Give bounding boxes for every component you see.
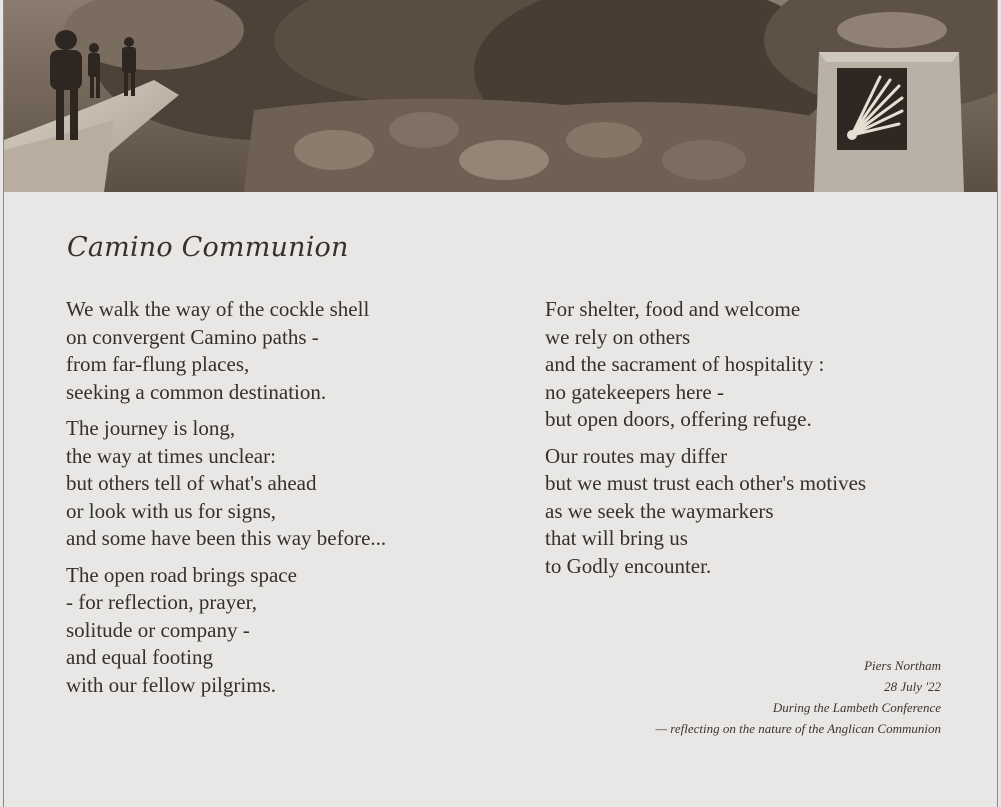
poem-title: Camino Communion: [67, 232, 349, 263]
poem-line: Our routes may differ: [545, 443, 728, 468]
poem-line: and equal footing: [66, 645, 213, 669]
poem-line: seeking a common destination.: [66, 379, 327, 404]
poem-line: the way at times unclear:: [66, 443, 276, 468]
poem-line: or look with us for signs,: [66, 498, 276, 523]
stanza: [66, 562, 486, 700]
poem-note: — reflecting on the nature of the Anglican Communion: [655, 721, 941, 736]
author-name: Piers Northam: [864, 658, 941, 673]
signature-block: [656, 655, 942, 739]
poem-left-column: [66, 296, 486, 708]
poem-line: no gatekeepers here -: [545, 379, 724, 404]
poem-date: 28 July '22: [884, 679, 941, 694]
poem-line: we rely on others: [545, 324, 691, 349]
poem-context: During the Lambeth Conference: [772, 700, 941, 715]
poem-line: to Godly encounter.: [545, 553, 712, 578]
stanza: [545, 443, 965, 581]
stanza: [545, 296, 965, 434]
poem-line: but we must trust each other's motives: [545, 471, 867, 495]
poem-line: from far-flung places,: [66, 352, 250, 376]
poem-line: The journey is long,: [66, 416, 236, 440]
poem-line: with our fellow pilgrims.: [66, 672, 276, 697]
poem-line: and some have been this way before...: [66, 526, 387, 550]
poem-page: [3, 0, 998, 807]
poem-line: For shelter, food and welcome: [545, 297, 801, 321]
poem-right-column: [545, 296, 965, 589]
stanza: [66, 415, 486, 553]
poem-line: solitude or company -: [66, 617, 250, 642]
poem-line: as we seek the waymarkers: [545, 498, 774, 523]
poem-line: but others tell of what's ahead: [66, 471, 317, 495]
stanza: [66, 296, 486, 406]
poem-line: - for reflection, prayer,: [66, 590, 257, 614]
camino-photo-banner: [4, 0, 997, 192]
poem-line: that will bring us: [545, 526, 688, 550]
poem-line: We walk the way of the cockle shell: [66, 297, 370, 321]
poem-line: on convergent Camino paths -: [66, 324, 319, 349]
poem-line: but open doors, offering refuge.: [545, 407, 812, 431]
poem-line: The open road brings space: [66, 562, 297, 587]
poem-line: and the sacrament of hospitality :: [545, 352, 825, 376]
